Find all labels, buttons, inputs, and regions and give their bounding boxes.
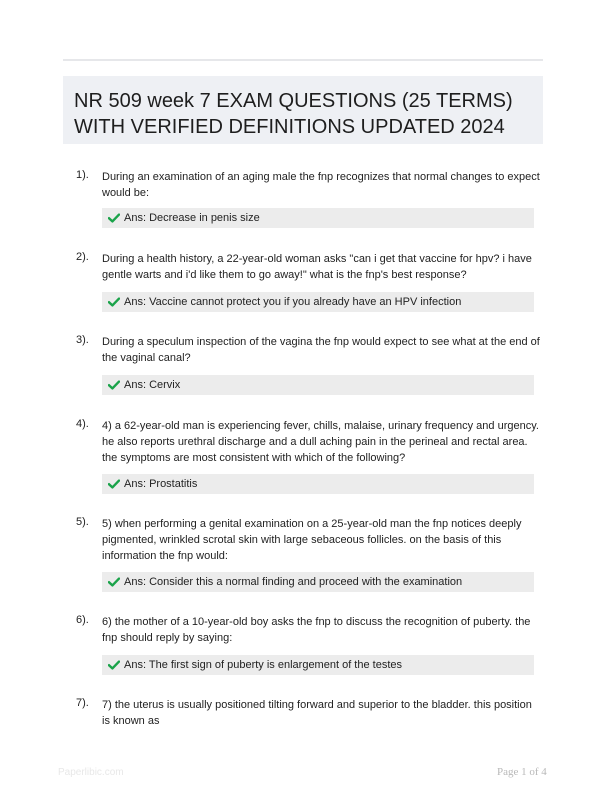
top-divider bbox=[63, 59, 543, 61]
question-number: 4). bbox=[76, 418, 89, 430]
question-number: 3). bbox=[76, 334, 89, 346]
answer-text: Ans: The first sign of puberty is enlargement of the testes bbox=[124, 659, 402, 671]
answer-box bbox=[102, 474, 534, 494]
question-number: 1). bbox=[76, 169, 89, 181]
question-text: 7) the uterus is usually positioned tilting forward and superior to the bladder. this position is known as bbox=[102, 699, 532, 727]
answer-text: Ans: Cervix bbox=[124, 379, 181, 391]
check-icon bbox=[108, 213, 120, 223]
page-title bbox=[63, 76, 543, 144]
answer-box bbox=[102, 208, 534, 228]
watermark: Paperlibic.com bbox=[58, 767, 124, 778]
question-number: 7). bbox=[76, 697, 89, 709]
question-number: 6). bbox=[76, 614, 89, 626]
answer-text: Ans: Decrease in penis size bbox=[124, 212, 260, 224]
check-icon bbox=[108, 577, 120, 587]
answer-text: Ans: Vaccine cannot protect you if you already have an HPV infection bbox=[124, 296, 462, 308]
question-text: During an examination of an aging male the fnp recognizes that normal changes to expect would be: bbox=[102, 171, 540, 199]
check-icon bbox=[108, 380, 120, 390]
title-line-1: NR 509 week 7 EXAM QUESTIONS (25 TERMS) bbox=[74, 90, 513, 112]
answer-text: Ans: Prostatitis bbox=[124, 478, 198, 490]
answer-box bbox=[102, 655, 534, 675]
answer-box bbox=[102, 292, 534, 312]
check-icon bbox=[108, 479, 120, 489]
question-number: 2). bbox=[76, 251, 89, 263]
answer-box bbox=[102, 572, 534, 592]
question-text: During a speculum inspection of the vagina the fnp would expect to see what at the end of the vaginal canal? bbox=[102, 336, 540, 364]
question-text: 4) a 62-year-old man is experiencing fever, chills, malaise, urinary frequency and urgency. he also reports urethral discharge and a dull aching pain in the perineal and rectal area. the symptoms are most consistent with which of the following? bbox=[102, 420, 539, 464]
question-number: 5). bbox=[76, 516, 89, 528]
page-indicator: Page 1 of 4 bbox=[497, 766, 547, 778]
title-line-2: WITH VERIFIED DEFINITIONS UPDATED 2024 bbox=[74, 116, 505, 138]
answer-text: Ans: Consider this a normal finding and proceed with the examination bbox=[124, 576, 463, 588]
answer-box bbox=[102, 375, 534, 395]
check-icon bbox=[108, 660, 120, 670]
question-text: 5) when performing a genital examination on a 25-year-old man the fnp notices deeply pigmented, wrinkled scrotal skin with large sebaceous follicles. on the basis of this information the fnp would: bbox=[102, 518, 522, 562]
question-text: 6) the mother of a 10-year-old boy asks the fnp to discuss the recognition of puberty. the fnp should reply by saying: bbox=[102, 616, 531, 644]
check-icon bbox=[108, 297, 120, 307]
question-text: During a health history, a 22-year-old woman asks "can i get that vaccine for hpv? i have gentle warts and i'd like them to go away!" what is the fnp's best response? bbox=[102, 253, 532, 281]
